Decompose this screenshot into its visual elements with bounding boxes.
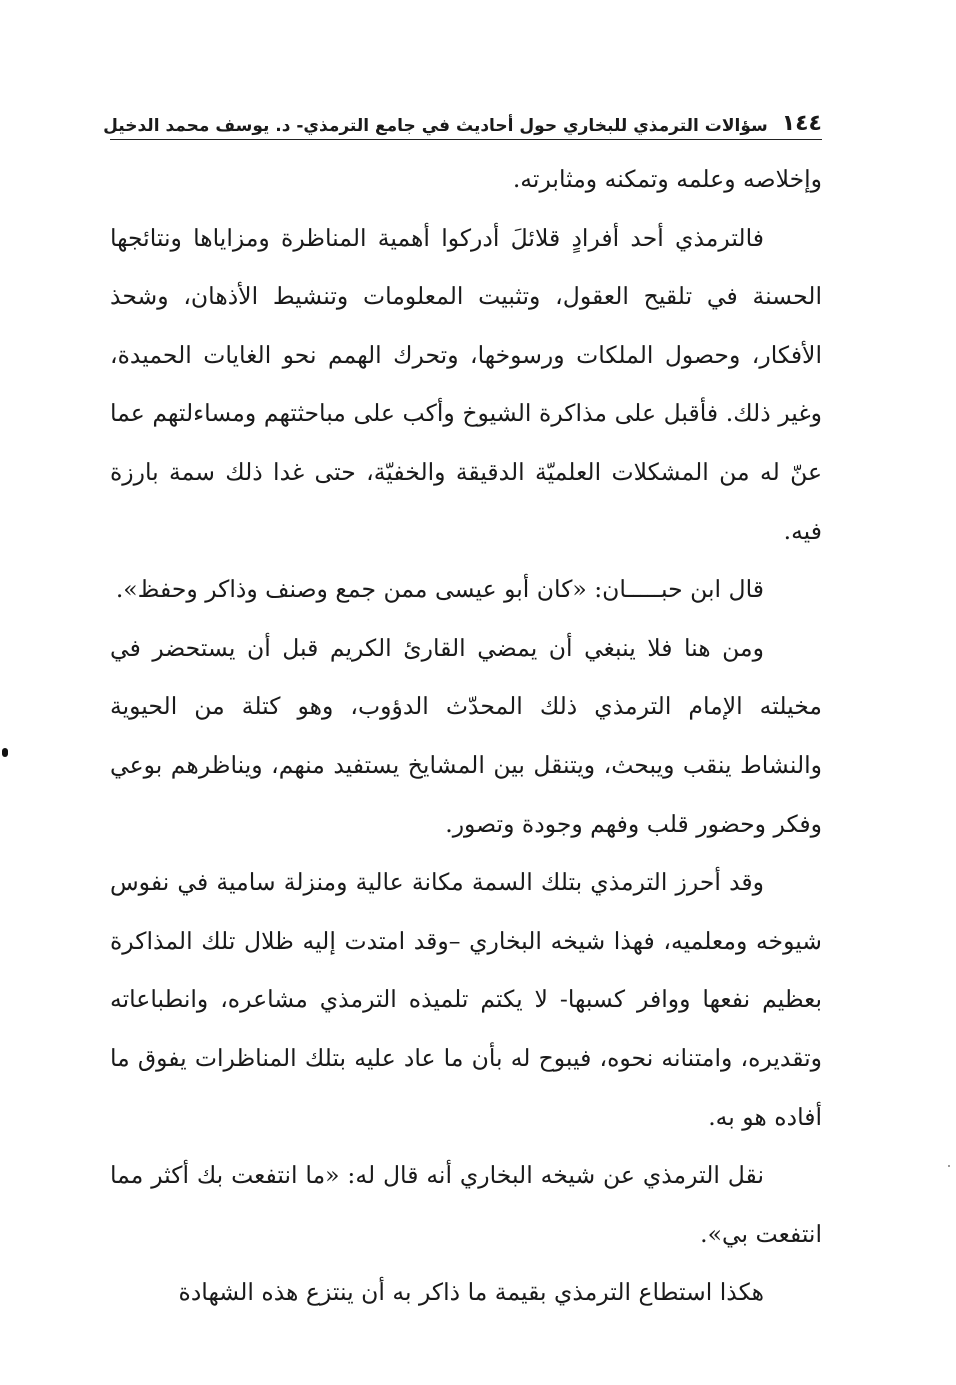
- paragraph-continuation: وإخلاصه وعلمه وتمكنه ومثابرته.: [512, 165, 822, 193]
- scan-margin-mark: [2, 748, 8, 757]
- paragraph-tirmidhi-debate: فالترمذي أحد أفرادٍ قلائلَ أدركوا أهمية المناظرة ومزاياها ونتائجها الحسنة في تلقيح العقول، وتثبيت المعلومات وتنشيط الأذهان، وشحذ الأفكار، وحصول الملكات ورسوخها، وتحرك الهمم نحو الغايات الحميدة، وغير ذلك. فأقبل على مذاكرة الشيوخ وأكب على مباحثتهم ومساءلتهم عما عنّ له من المشكلات العلميّة الدقيقة والخفيّة، حتى غدا ذلك سمة بارزة فيه.: [110, 223, 822, 545]
- paragraph-testimony: هكذا استطاع الترمذي بقيمة ما ذاكر به أن ينتزع هذه الشهادة: [178, 1278, 764, 1307]
- paragraph-reader-imagine: ومن هنا فلا ينبغي أن يمضي القارئ الكريم قبل أن يستحضر في مخيلته الإمام الترمذي ذلك المحدّث الدؤوب، وهو كتلة من الحيوية والنشاط ينقب ويبحث، ويتنقل بين المشايخ يستفيد منهم، ويناظرهم بوعي وفكر وحضور قلب وفهم وجودة وتصور.: [110, 633, 822, 838]
- running-title: سؤالات الترمذي للبخاري حول أحاديث في جامع الترمذي- د. يوسف محمد الدخيل: [103, 116, 768, 136]
- paragraph-status-with-bukhari: وقد أحرز الترمذي بتلك السمة مكانة عالية ومنزلة سامية في نفوس شيوخه ومعلميه، فهذا شيخه البخاري –وقد امتدت إليه ظلال تلك المذاكرة بعظيم نفعها ووافر كسبها- لا يكتم تلميذه الترمذي مشاعره، وانطباعاته وتقديره، وامتنانه نحوه، فيبوح له بأن ما عاد عليه بتلك المناظرات يفوق ما أفاده هو به.: [110, 868, 822, 1131]
- page-header: [103, 106, 822, 140]
- page-number: ١٤٤: [781, 111, 822, 136]
- scan-edge-speck: [948, 1165, 950, 1167]
- paragraph-ibn-hibban-quote: قال ابن حبـــــان: «كان أبو عيسى ممن جمع وصنف وذاكر وحفظ».: [115, 575, 764, 604]
- paragraph-bukhari-quote: نقل الترمذي عن شيخه البخاري أنه قال له: «ما انتفعت بك أكثر مما انتفعت بي».: [110, 1161, 822, 1248]
- body-text: [110, 150, 822, 1322]
